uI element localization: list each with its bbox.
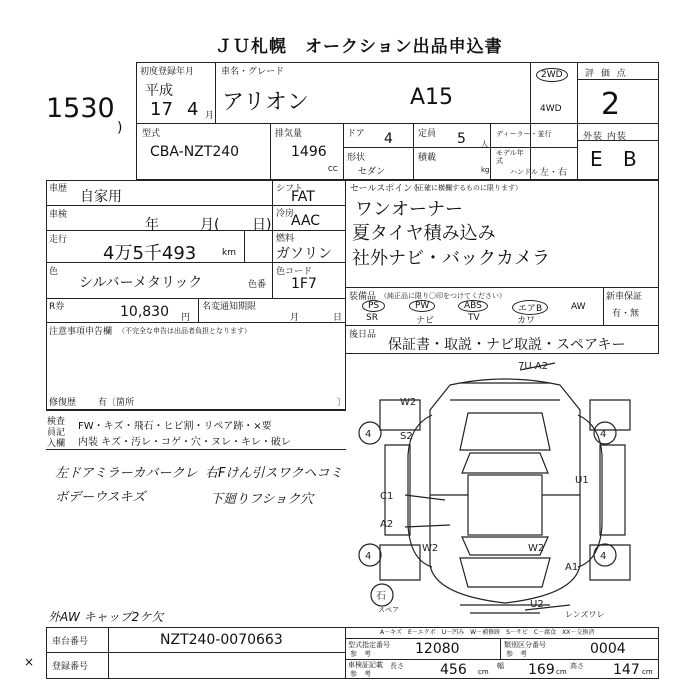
reg-month-unit: 月: [205, 111, 215, 121]
shape-value: セダン: [358, 167, 386, 177]
color-code: 1F7: [291, 276, 317, 292]
equip-sr: SR: [366, 313, 378, 323]
class-no: 0004: [590, 641, 626, 657]
equip-tv: TV: [468, 313, 480, 323]
displacement-unit: CC: [328, 165, 338, 173]
aircon-value: AAC: [291, 213, 321, 229]
reg-era: 平成: [145, 83, 173, 99]
name-change-month: 月: [290, 313, 300, 323]
color-no-label: 色番: [248, 280, 267, 290]
mark-w2-front: W2: [400, 397, 417, 408]
equipment-label: 装備品: [349, 292, 377, 302]
notes-sub: （不完全な申告は出品者負担となります）: [118, 327, 251, 335]
cert-label: 車検証記載: [348, 661, 383, 669]
sales-label: セールスポイント: [350, 184, 422, 194]
displacement-value: 1496: [291, 144, 327, 160]
sales-point-3: 社外ナビ・バックカメラ: [352, 248, 550, 269]
lot-mark: ): [117, 120, 123, 136]
score-value: 2: [601, 87, 621, 122]
reg-year: 17: [150, 99, 173, 120]
width-label: 幅: [497, 662, 504, 670]
equip-navi: ナビ: [416, 316, 435, 326]
drive-2wd: 2WD: [536, 68, 568, 82]
documents-label: 後日品: [349, 330, 377, 340]
mark-c1: C1: [380, 491, 394, 502]
chassis-label: 車台番号: [52, 637, 89, 647]
shape-label: 形状: [347, 153, 366, 163]
model-year-label: モデル年式: [496, 149, 524, 165]
handle-value: 左・右: [540, 168, 568, 178]
equip-airbag: エアB: [512, 300, 548, 315]
mark-u1: U1: [575, 475, 589, 486]
load-label: 積載: [418, 153, 437, 163]
cert-sub: 参 考: [350, 670, 371, 678]
spare-label: スペア: [378, 606, 399, 614]
mileage-value: 4万5千493: [103, 243, 197, 264]
diagram-legend: A－キズ E－エクボ U－凹み W－補修跡 S－サビ C－腐食 XX－交換済: [380, 629, 595, 636]
sales-sub: （正確に横欄するものに限ります）: [410, 184, 522, 192]
mark-a1: A1: [565, 562, 579, 573]
history-label: 車歴: [49, 184, 68, 194]
mark-w2-rr: W2: [528, 543, 545, 554]
car-name-label: 車名・グレード: [221, 67, 285, 77]
model-no-sub: 参 考: [350, 650, 371, 658]
form-title: ＪＵ札幌 オークション出品申込書: [215, 37, 503, 57]
equipment-sub: （純正品に限り〇印をつけてください）: [380, 292, 506, 300]
class-sub: 参 考: [506, 650, 527, 658]
inspection-day-unit: 日): [252, 217, 272, 233]
score-label: 評 価 点: [585, 69, 628, 79]
capacity-value: 5: [457, 131, 466, 147]
hw-note-1: 左ドアミラーカバークレ: [55, 466, 198, 481]
color-code-label: 色コード: [276, 267, 313, 277]
sales-point-1: ワンオーナー: [355, 199, 463, 220]
height-value: 147: [613, 662, 640, 678]
check-row-1: FW・キズ・飛石・ヒビ割・リペア跡・×要: [78, 421, 272, 432]
equip-aw: AW: [571, 302, 586, 312]
chassis-number: NZT240-0070663: [160, 632, 283, 648]
mark-s2: S2: [400, 431, 413, 442]
notes-label: 注意事項申告欄: [49, 327, 113, 337]
recycle-value: 10,830: [120, 304, 169, 320]
recycle-label: R券: [49, 302, 65, 312]
color-label: 色: [49, 267, 59, 277]
recycle-unit: 円: [181, 313, 191, 323]
check-row-2: 内装 キズ・汚レ・コゲ・穴・ヌレ・キレ・破レ: [78, 437, 291, 448]
inspection-month-unit: 月(: [200, 217, 220, 233]
hw-note-2: ボデーウスキズ: [55, 490, 146, 505]
left-margin-x: ×: [24, 655, 35, 669]
shift-value: FAT: [291, 189, 315, 205]
fuel-label: 燃料: [276, 234, 295, 244]
width-unit: cm: [556, 668, 567, 676]
reg-number-label: 登録番号: [52, 662, 89, 672]
class-label: 類別区分番号: [504, 641, 546, 649]
doors-label: ドア: [347, 129, 365, 139]
sales-point-2: 夏タイヤ積み込み: [352, 223, 496, 244]
load-unit: kg: [481, 166, 490, 174]
mark-lens-broken: レンズワレ: [565, 610, 605, 619]
equip-abs: ABS: [458, 300, 488, 312]
length-unit: cm: [478, 668, 489, 676]
capacity-unit: 人: [481, 140, 488, 148]
handle-label: ハンドル: [510, 168, 538, 176]
interior-grade: B: [623, 147, 637, 171]
reg-date-label: 初度登録年月: [140, 67, 195, 77]
exterior-grade: E: [590, 147, 603, 171]
hw-note-3: 右Fけん引スワクヘコミ: [205, 466, 343, 481]
mark-spare-stone: 石: [376, 591, 386, 602]
repair-label: 修復歴: [49, 398, 77, 408]
equip-leather: カワ: [517, 316, 536, 326]
model-label: 型式: [142, 129, 161, 139]
mark-a2: A2: [380, 519, 394, 530]
mark-7u-a2: 7U A2: [518, 361, 549, 372]
mileage-unit: km: [222, 248, 236, 258]
ext-int-label: 外装 内装: [583, 132, 627, 142]
doors-value: 4: [384, 131, 393, 147]
damage-diagram: [350, 355, 660, 625]
documents-value: 保証書・取説・ナビ取説・スペアキー: [388, 337, 626, 353]
mileage-label: 走行: [49, 235, 68, 245]
mark-u2: U2: [530, 599, 544, 610]
lot-number: 1530: [46, 93, 115, 124]
equip-ps: PS: [362, 300, 385, 312]
shift-label: シフト: [276, 184, 304, 194]
reg-month: 4: [187, 99, 199, 120]
mark-4-rr: 4: [600, 551, 607, 562]
mark-4-rl: 4: [365, 551, 372, 562]
color-value: シルバーメタリック: [79, 275, 203, 291]
car-name: アリオン: [222, 90, 309, 115]
length-value: 456: [440, 662, 467, 678]
repair-value: 有〔箇所: [98, 398, 135, 408]
aircon-label: 冷房: [276, 209, 295, 219]
inspection-label: 車検: [49, 210, 68, 220]
height-label: 高さ: [570, 662, 584, 670]
height-unit: cm: [642, 668, 653, 676]
model-no-label: 型式指定番号: [348, 641, 390, 649]
equip-pw: PW: [409, 300, 435, 312]
check-label: 検査員記入欄: [47, 417, 66, 449]
capacity-label: 定員: [418, 129, 437, 139]
hw-note-4: 下廻りフショク穴: [210, 492, 314, 507]
inspection-year-unit: 年: [145, 217, 159, 233]
model-no: 12080: [415, 641, 460, 657]
width-value: 169: [528, 662, 555, 678]
model-value: CBA-NZT240: [150, 144, 240, 160]
dealer-label: ディーラー・並行: [496, 130, 552, 138]
new-car-warranty-value: 有・無: [612, 309, 640, 319]
length-label: 長さ: [390, 662, 404, 670]
displacement-label: 排気量: [275, 129, 303, 139]
mark-4-fr: 4: [600, 429, 607, 440]
drive-4wd: 4WD: [540, 104, 562, 114]
name-change-day: 日: [333, 313, 343, 323]
new-car-warranty-label: 新車保証: [606, 292, 643, 302]
mark-4-fl: 4: [365, 429, 372, 440]
hw-note-5: 外AW キャップ2ケ欠: [48, 610, 164, 624]
name-change-label: 名変通知期限: [202, 302, 257, 312]
repair-close: 〕: [337, 398, 347, 408]
car-grade: A15: [410, 85, 454, 110]
history-value: 自家用: [80, 189, 122, 205]
mark-w2-rl: W2: [422, 543, 439, 554]
fuel-value: ガソリン: [276, 246, 332, 262]
